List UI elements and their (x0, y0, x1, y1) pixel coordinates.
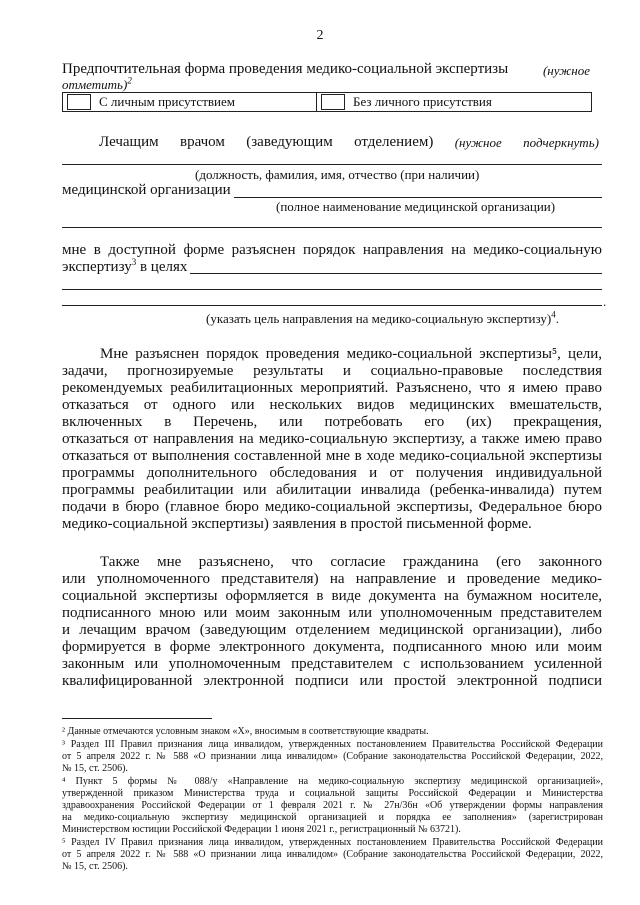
doctor-hint-2: подчеркнуть) (523, 135, 599, 150)
checkbox-remote[interactable] (321, 94, 345, 110)
p2-line: формируется в форме электронного документа, подписанного мною или моим (62, 639, 602, 655)
p1-line: отказаться от одного или нескольких видов медицинских вмешательств, (62, 397, 602, 413)
doctor-word-4: отделением) (354, 134, 434, 150)
option-in-person[interactable] (63, 93, 317, 111)
p1-line: Мне разъяснен порядок проведения медико-социальной экспертизы⁵, цели, (100, 346, 602, 362)
doctor-hint-1: (нужное (454, 135, 502, 150)
org-label: медицинской организации (62, 182, 231, 198)
footnote-4-line: здравоохранения Российской Федерации от 1 февраля 2021 г. № 27н/36н «Об утверждении формы направления (62, 800, 603, 811)
p2-line: и лечащим врачом (заведующим отделением медицинской организации), либо (62, 622, 602, 638)
doctor-word-3: (заведующим (246, 134, 333, 150)
form-preference-text: Предпочтительная форма проведения медико-социальной экспертизы (62, 61, 509, 77)
org-fill-line-2[interactable] (62, 227, 602, 228)
p1-line: программы реабилитации или абилитации инвалида (ребенка-инвалида) путем (62, 482, 602, 498)
option-remote-label: Без личного присутствия (353, 94, 492, 109)
footnote-separator (62, 718, 212, 719)
footnote-3-line: № 15, ст. 2506). (62, 763, 128, 774)
p2-line: или уполномоченного представителя) на направление и проведение медико- (62, 571, 602, 587)
org-fill-line[interactable] (234, 197, 602, 198)
p1-line: отказаться от выполнения составленной мне в ходе медико-социальной экспертизы (62, 448, 602, 464)
p1-line: медико-социальной экспертизы) заявления в простой письменной форме. (62, 516, 532, 532)
p1-line: отказаться от направления на медико-социальную экспертизу, а также имею право (62, 431, 602, 447)
purpose-end-mark: . (603, 294, 607, 309)
p1-line: подачи в бюро (главное бюро медико-социальной экспертизы, Федеральное бюро (62, 499, 602, 515)
option-in-person-label: С личным присутствием (99, 94, 235, 109)
footnote-4-line: утвержденной приказом Министерства труда и социальной защиты Российской Федерации и Министерства (62, 788, 603, 799)
p1-line: рекомендуемых реабилитационных мероприятий. Разъяснено, что я имею право (62, 380, 602, 396)
paragraph-1 (62, 346, 602, 533)
doctor-caption: (должность, фамилия, имя, отчество (при наличии) (195, 167, 480, 182)
p2-line: Также мне разъяснено, что согласие гражданина (его законного (100, 554, 602, 570)
footnote-5-line: № 15, ст. 2506). (62, 861, 128, 872)
form-preference-hint: (нужное (542, 63, 590, 78)
paragraph-2 (62, 554, 602, 690)
doctor-word-2: врачом (180, 134, 225, 150)
doctor-word-1: Лечащим (99, 134, 159, 150)
checkbox-in-person[interactable] (67, 94, 91, 110)
footnote-4-line: ⁴ Пункт 5 формы № 088/у «Направление на медико-социальную экспертизу медицинской организацией», (62, 776, 603, 787)
explained-line-2: экспертизу$^3$ в целях (62, 257, 188, 275)
doctor-fill-line[interactable] (62, 164, 602, 165)
p2-line: социальной экспертизы оформляется в виде документа на бумажном носителе, (62, 588, 602, 604)
footnote-5-line: ⁵ Раздел IV Правил признания лица инвалидом, утвержденных постановлением Правительства Российской Федерации (62, 837, 603, 848)
footnotes (62, 726, 603, 873)
footnote-2: ² Данные отмечаются условным знаком «X», вносимым в соответствующие квадраты. (62, 726, 429, 737)
footnote-4-line: на медико-социальную экспертизу медицинской организацией и порядка ее заполнения» (зарегистрирован (62, 812, 603, 823)
footnote-5-line: от 5 апреля 2022 г. № 588 «О признании лица инвалидом» (Собрание законодательства Российской Федерации, 2022, (62, 849, 603, 860)
form-preference-label (62, 61, 590, 79)
p2-line: квалифицированной электронной подписи или простой электронной подписи (62, 673, 602, 689)
p2-line: законным или уполномоченным представителем с использованием усиленной (62, 656, 602, 672)
purpose-fill-line-1[interactable] (190, 273, 602, 274)
footnote-4-line: Министерством юстиции Российской Федерации 1 июня 2021 г., регистрационный № 63721). (62, 824, 461, 835)
org-caption: (полное наименование медицинской организации) (276, 199, 556, 214)
footnote-ref-3: 3 (131, 257, 137, 267)
page-number: 2 (316, 28, 324, 43)
purpose-fill-line-2[interactable] (62, 289, 602, 290)
form-preference-hint-line2: отметить)$^2$ (62, 75, 132, 92)
footnote-3-line: от 5 апреля 2022 г. № 588 «О признании лица инвалидом» (Собрание законодательства Российской Федерации, 2022, (62, 751, 603, 762)
footnote-3-line: ³ Раздел III Правил признания лица инвалидом, утвержденных постановлением Правительства Российской Федерации (62, 739, 603, 750)
option-remote[interactable] (317, 93, 591, 111)
doctor-line (99, 134, 599, 151)
p2-line: подписанного мною или моим законным или уполномоченным представителем (62, 605, 602, 621)
explained-line-1: мне в доступной форме разъяснен порядок направления на медико-социальную (62, 242, 602, 258)
form-preference-table (62, 92, 592, 112)
footnote-ref-2: 2 (127, 75, 132, 86)
purpose-caption: (указать цель направления на медико-социальную экспертизу)$^4$. (206, 309, 559, 326)
footnote-ref-4: 4 (551, 309, 556, 320)
p1-line: задачи, прогнозируемые результаты и социально-правовые последствия (62, 363, 602, 379)
p1-line: включенных в Перечень, или потребовать его (их) прекращения, (62, 414, 602, 430)
purpose-fill-line-3[interactable] (62, 305, 602, 306)
p1-line: программы дополнительного обследования и от получения индивидуальной (62, 465, 602, 481)
